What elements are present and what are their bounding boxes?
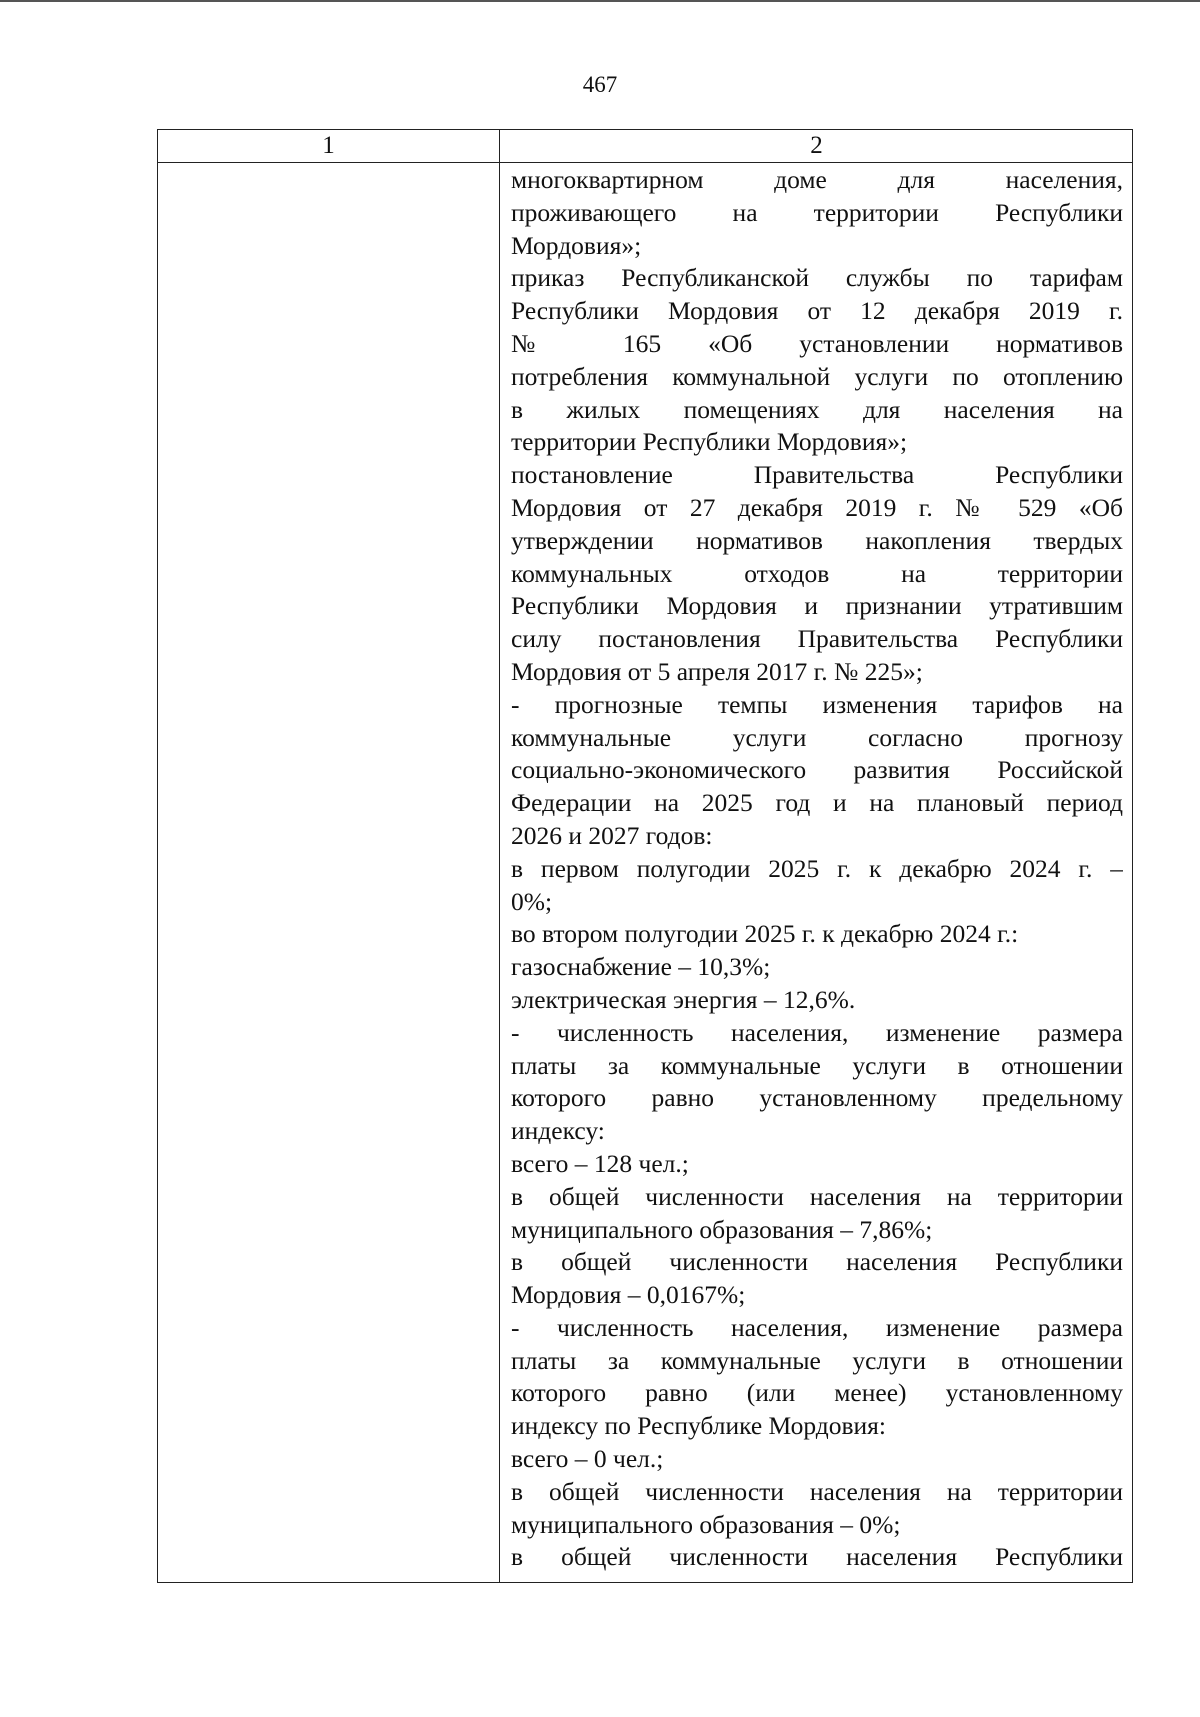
text-line: Мордовия»; — [511, 230, 642, 260]
text-line: в первом полугодии 2025 г. к декабрю 2024 г. – — [511, 853, 1123, 883]
text-line: которого равно (или менее) установленному — [511, 1378, 1123, 1408]
header-divider — [158, 162, 1132, 163]
text-line: в общей численности населения Республики — [511, 1542, 1123, 1572]
text-line: Федерации на 2025 год и на плановый период — [511, 788, 1123, 818]
page-top-edge — [0, 0, 1200, 2]
text-line: проживающего на территории Республики — [511, 197, 1123, 227]
text-line: Республики Мордовия и признании утратившим — [511, 591, 1123, 621]
text-line: территории Республики Мордовия»; — [511, 427, 908, 457]
text-line: платы за коммунальные услуги в отношении — [511, 1345, 1123, 1375]
text-line: приказ Республиканской службы по тарифам — [511, 263, 1123, 293]
text-line: в общей численности населения на территории — [511, 1476, 1123, 1506]
text-line: многоквартирном доме для населения, — [511, 165, 1123, 194]
column-header-1: 1 — [322, 132, 335, 159]
text-line: потребления коммунальной услуги по отоплению — [511, 361, 1123, 391]
text-line: коммунальные услуги согласно прогнозу — [511, 722, 1123, 752]
column-2-text — [511, 164, 1123, 1582]
text-line: индексу по Республике Мордовия: — [511, 1411, 886, 1441]
text-line: Мордовия – 0,0167%; — [511, 1280, 746, 1310]
text-line: 2026 и 2027 годов: — [511, 820, 713, 850]
text-line: в жилых помещениях для населения на — [511, 394, 1123, 424]
text-line: Республики Мордовия от 12 декабря 2019 г. — [511, 296, 1123, 326]
page-number: 467 — [582, 72, 618, 97]
text-line: силу постановления Правительства Республики — [511, 624, 1123, 654]
text-line: Мордовия от 5 апреля 2017 г. № 225»; — [511, 656, 923, 686]
text-line: в общей численности населения Республики — [511, 1247, 1123, 1277]
text-line: утверждении нормативов накопления твердых — [511, 525, 1123, 555]
text-line: муниципального образования – 7,86%; — [511, 1214, 933, 1244]
text-line: социально-экономического развития Российской — [511, 755, 1123, 785]
text-line: № 165 «Об установлении нормативов — [511, 328, 1123, 358]
text-line: электрическая энергия – 12,6%. — [511, 984, 856, 1014]
text-line: - численность населения, изменение размера — [511, 1017, 1123, 1047]
document-table — [157, 129, 1133, 1583]
text-line: Мордовия от 27 декабря 2019 г. № 529 «Об — [511, 492, 1123, 522]
text-line: постановление Правительства Республики — [511, 460, 1123, 490]
text-line: платы за коммунальные услуги в отношении — [511, 1050, 1123, 1080]
text-line: - прогнозные темпы изменения тарифов на — [511, 689, 1123, 719]
text-line: во втором полугодии 2025 г. к декабрю 2024 г.: — [511, 919, 1019, 949]
text-line: индексу: — [511, 1116, 605, 1146]
text-line: - численность населения, изменение размера — [511, 1312, 1123, 1342]
text-line: всего – 0 чел.; — [511, 1444, 664, 1474]
text-line: муниципального образования – 0%; — [511, 1509, 901, 1539]
text-line: коммунальных отходов на территории — [511, 558, 1123, 588]
text-line: которого равно установленному предельному — [511, 1083, 1123, 1113]
text-line: всего – 128 чел.; — [511, 1148, 689, 1178]
column-header-2: 2 — [810, 132, 823, 159]
text-line: в общей численности населения на территории — [511, 1181, 1123, 1211]
text-line: 0%; — [511, 886, 553, 916]
column-divider — [499, 130, 500, 1582]
text-line: газоснабжение – 10,3%; — [511, 952, 771, 982]
